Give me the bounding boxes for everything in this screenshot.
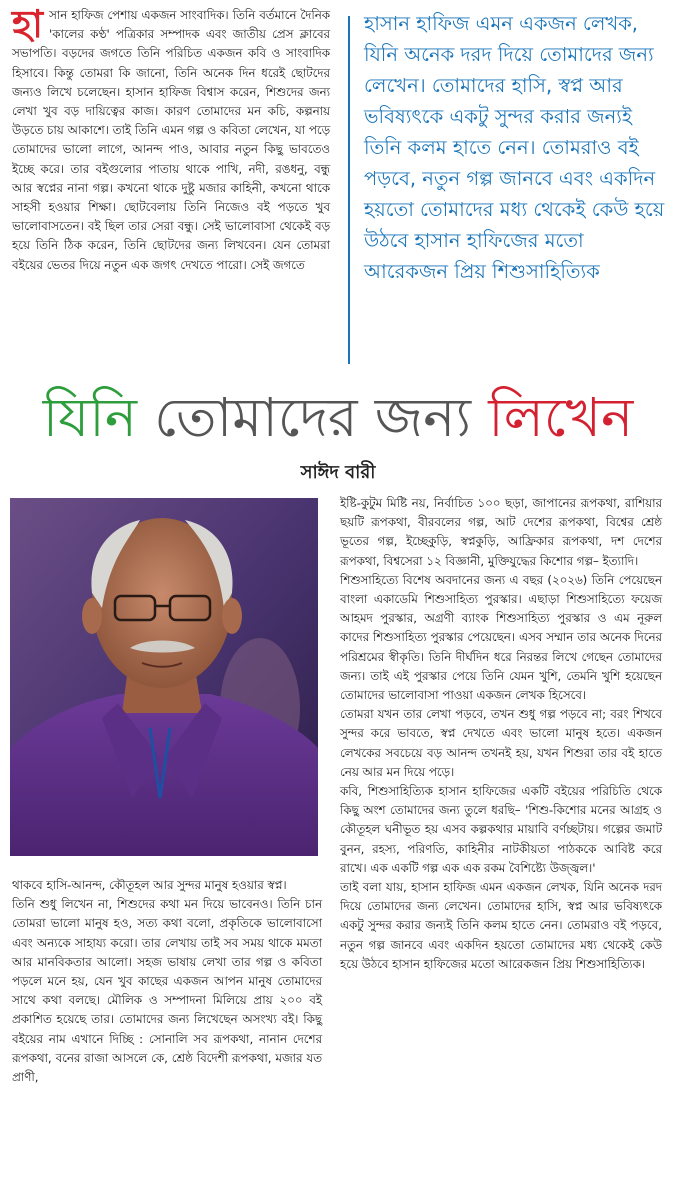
right-paragraph-2: শিশুসাহিত্যে বিশেষ অবদানের জন্য এ বছর (২০২৬) তিনি পেয়েছেন বাংলা একাডেমি শিশুসাহিত্য পুরস্কার। এছাড়া শিশুসাহিত্যে ফয়েজ আহমদ পুরস্কার, অগ্রণী ব্যাংক শিশুসাহিত্য পুরস্কার ও এম নূরুল কাদের শিশুসাহিত্য পুরস্কার পেয়েছেন। এসব সম্মান তার অনেক দিনের পরিশ্রমের স্বীকৃতি। তিনি দীর্ঘদিন ধরে নিরন্তর লিখে গেছেন তোমাদের জন্য। তাই এই পুরস্কার পেয়ে তিনি যেমন খুশি, তেমনি খুশি হয়েছেন তোমাদের ভালোবাসা পাওয়া একজন লেখক হিসেবে। bbox=[340, 572, 662, 703]
right-paragraph-4: কবি, শিশুসাহিত্যিক হাসান হাফিজের একটি বইয়ের পরিচিতি থেকে কিছু অংশ তোমাদের জন্য তুলে ধরছি– 'শিশু-কিশোর মনের আগ্রহ ও কৌতূহল ঘনীভূত হয় এসব কল্পকথার মায়াবি বর্ণচ্ছটায়। গল্পের জমাট বুনন, রহস্য, পরিণতি, কাহিনীর নাটকীয়তা পাঠককে আবিষ্ট করে রাখে। এক একটি গল্প এক এক রকম বৈশিষ্ট্যে উজ্জ্বল।' bbox=[340, 784, 662, 875]
pull-quote-bar bbox=[348, 16, 350, 364]
pull-quote-text: হাসান হাফিজ এমন একজন লেখক, যিনি অনেক দরদ দিয়ে তোমাদের জন্য লেখেন। তোমাদের হাসি, স্বপ্ন আর ভবিষ্যৎকে একটু সুন্দর করার জন্যই তিনি কলম হাতে নেন। তোমরাও বই পড়বে, নতুন গল্প জানবে এবং একদিন হয়তো তোমাদের মধ্য থেকেই কেউ হয়ে উঠবে হাসান হাফিজের মতো আরেকজন প্রিয় শিশুসাহিত্যিক bbox=[364, 12, 665, 283]
left-column bbox=[12, 876, 322, 1087]
right-paragraph-1: ইষ্টি-কুটুম মিষ্টি নয়, নির্বাচিত ১০০ ছড়া, জাপানের রূপকথা, রাশিয়ার ছয়টি রূপকথা, বীরবলের গল্প, আট দেশের রূপকথা, বিশ্বের শ্রেষ্ঠ ভূতের গল্প, ইচ্ছেকুড়ি, স্বপ্নকুড়ি, আফ্রিকার রূপকথা, দশ দেশের রূপকথা, বিশ্বসেরা ১২ বিজ্ঞানী, মুক্তিযুদ্ধের কিশোর গল্প– ইত্যাদি। bbox=[340, 496, 662, 568]
pull-quote bbox=[348, 8, 666, 364]
headline-word-2: তোমাদের জন্য bbox=[154, 386, 472, 449]
headline bbox=[0, 384, 676, 452]
right-paragraph-5: তাই বলা যায়, হাসান হাফিজ এমন একজন লেখক, যিনি অনেক দরদ দিয়ে তোমাদের জন্য লেখেন। তোমাদের হাসি, স্বপ্ন আর ভবিষ্যৎকে একটু সুন্দর করার জন্যই তিনি কলম হাতে নেন। তোমরাও বই পড়বে, নতুন গল্প জানবে এবং একদিন হয়তো তোমাদের মধ্য থেকেই কেউ হয়ে উঠবে হাসান হাফিজের মতো আরেকজন প্রিয় শিশুসাহিত্যিক। bbox=[340, 880, 662, 971]
byline: সাঈদ বারী bbox=[300, 462, 376, 483]
intro-text: সান হাফিজ পেশায় একজন সাংবাদিক। তিনি বর্তমানে দৈনিক 'কালের কণ্ঠ' পত্রিকার সম্পাদক এবং জাতীয় প্রেস ক্লাবের সভাপতি। বড়দের জগতে তিনি পরিচিত একজন কবি ও সাংবাদিক হিসাবে। কিন্তু তোমরা কি জানো, তিনি অনেক দিন ধরেই ছোটদের জন্যও লিখে চলেছেন। হাসান হাফিজ বিশ্বাস করেন, শিশুদের জন্য লেখা খুব বড় দায়িত্বের কাজ। কারণ তোমাদের মন কচি, কল্পনায় উড়তে চায় আকাশে। তাই তিনি এমন গল্প ও কবিতা লেখেন, যা পড়ে তোমাদের ভালো লাগে, আনন্দ পাও, আবার নতুন কিছু ভাবতেও ইচ্ছে করে। তার বইগুলোর পাতায় থাকে পাখি, নদী, রঙধনু, বন্ধু আর স্বপ্নের নানা গল্প। কখনো থাকে দুষ্টু মজার কাহিনী, কখনো থাকে সাহসী হওয়ার শিক্ষা। ছোটবেলায় তিনি নিজেও বই পড়তে খুব ভালোবাসতেন। বই ছিল তার সেরা বন্ধু। সেই ভালোবাসা থেকেই বড় হয়ে তিনি ঠিক করেন, তিনি ছোটদের জন্য লিখবেন। যেন তোমরা বইয়ের ভেতর দিয়ে নতুন এক জগৎ দেখতে পারো। সেই জগতে bbox=[12, 8, 330, 272]
right-column bbox=[340, 494, 662, 974]
headline-word-3: লিখেন bbox=[488, 386, 634, 449]
intro-paragraph bbox=[12, 1, 330, 275]
drop-cap: হা bbox=[12, 1, 43, 46]
author-portrait-image bbox=[10, 498, 318, 856]
left-paragraph-1: থাকবে হাসি-আনন্দ, কৌতূহল আর সুন্দর মানুষ হওয়ার স্বপ্ন। bbox=[12, 878, 287, 892]
author-photo bbox=[10, 498, 318, 856]
right-paragraph-3: তোমরা যখন তার লেখা পড়বে, তখন শুধু গল্প পড়বে না; বরং শিখবে সুন্দর করে ভাবতে, স্বপ্ন দেখতে এবং ভালো মানুষ হতে। একজন লেখকের সবচেয়ে বড় আনন্দ তখনই হয়, যখন শিশুরা তার বই হাতে নেয় আর মন দিয়ে পড়ে। bbox=[340, 707, 662, 779]
headline-word-1: যিনি bbox=[42, 386, 137, 449]
left-paragraph-2: তিনি শুধু লিখেন না, শিশুদের কথা মন দিয়ে ভাবেনও। তিনি চান তোমরা ভালো মানুষ হও, সত্য কথা বলো, প্রকৃতিকে ভালোবাসো এবং অন্যকে সাহায্য করো। তার লেখায় তাই সব সময় থাকে মমতা আর মানবিকতার আলো। সহজ ভাষায় লেখা তার গল্প ও কবিতা পড়লে মনে হয়, যেন খুব কাছের একজন আপন মানুষ তোমাদের সাথে কথা বলছে। মৌলিক ও সম্পাদনা মিলিয়ে প্রায় ২০০ বই প্রকাশিত হয়েছে তার। তোমাদের জন্য লিখেছেন অসংখ্য বই। কিছু বইয়ের নাম এখানে দিচ্ছি : সোনালি সব রূপকথা, নানান দেশের রূপকথা, বনের রাজা আসলে কে, শ্রেষ্ঠ বিদেশী রূপকথা, মজার যত প্রাণী, bbox=[12, 897, 322, 1085]
